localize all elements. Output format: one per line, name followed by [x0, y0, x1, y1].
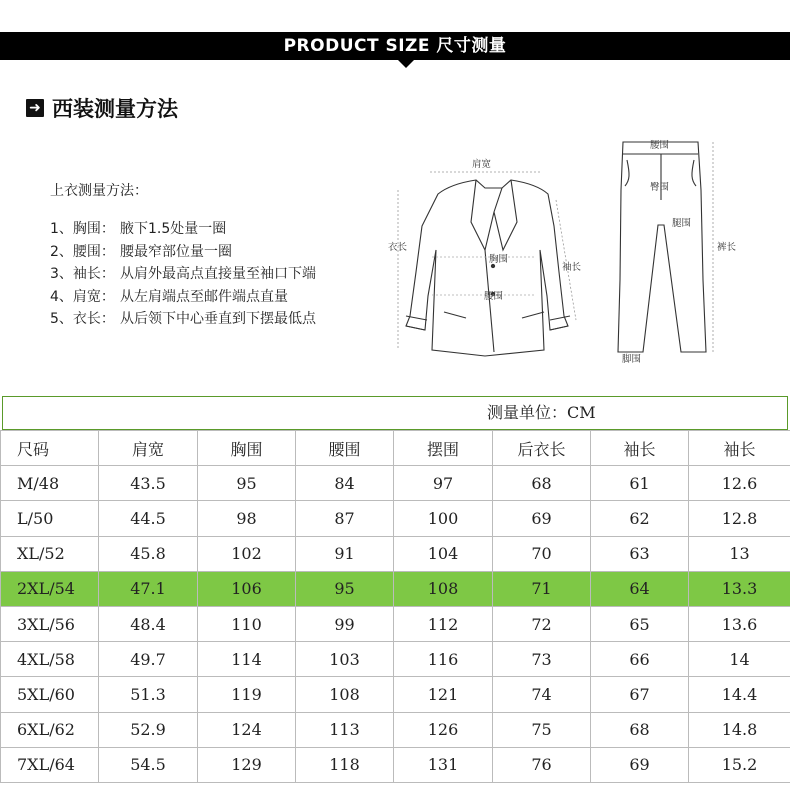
banner-notch — [398, 60, 414, 68]
table-cell: L/50 — [1, 501, 99, 536]
table-cell: 71 — [493, 571, 591, 606]
table-row — [1, 642, 790, 677]
table-row — [1, 571, 790, 606]
table-cell: 4XL/58 — [1, 642, 99, 677]
product-size-banner — [0, 32, 790, 60]
table-cell: 15.2 — [689, 747, 790, 782]
table-cell: 62 — [591, 501, 689, 536]
table-cell: 68 — [591, 712, 689, 747]
table-cell: 63 — [591, 536, 689, 571]
table-cell: 100 — [394, 501, 493, 536]
table-cell: 118 — [296, 747, 394, 782]
table-cell: 12.6 — [689, 466, 790, 501]
table-row — [1, 712, 790, 747]
table-cell: 99 — [296, 606, 394, 641]
table-cell: 110 — [198, 606, 296, 641]
pants-label-waist: 腰围 — [650, 140, 670, 151]
table-cell: 49.7 — [99, 642, 198, 677]
size-table — [0, 430, 790, 783]
instruction-item — [50, 218, 316, 241]
table-cell: 45.8 — [99, 536, 198, 571]
table-cell: 66 — [591, 642, 689, 677]
jacket-label-length: 衣长 — [388, 242, 408, 253]
table-row — [1, 466, 790, 501]
arrow-right-icon: ➜ — [26, 99, 44, 117]
jacket-illustration — [398, 172, 576, 356]
pants-label-hem: 脚围 — [622, 354, 642, 365]
pants-label-thigh: 腿围 — [672, 218, 692, 229]
instruction-text: 腋下1.5处量一圈 — [120, 221, 227, 237]
table-cell: 126 — [394, 712, 493, 747]
table-cell: 61 — [591, 466, 689, 501]
table-cell: 91 — [296, 536, 394, 571]
pants-label-length: 裤长 — [717, 242, 737, 253]
table-cell: 108 — [394, 571, 493, 606]
table-cell: 72 — [493, 606, 591, 641]
table-cell: 48.4 — [99, 606, 198, 641]
instruction-text: 从肩外最高点直接量至袖口下端 — [120, 266, 316, 282]
table-cell: 73 — [493, 642, 591, 677]
table-cell: 13 — [689, 536, 790, 571]
jacket-label-shoulder: 肩宽 — [472, 159, 492, 170]
table-row — [1, 606, 790, 641]
table-cell: 52.9 — [99, 712, 198, 747]
table-cell: 124 — [198, 712, 296, 747]
header-back-length: 后衣长 — [493, 431, 591, 466]
table-cell: 131 — [394, 747, 493, 782]
table-row — [1, 536, 790, 571]
instruction-label: 3、袖长： — [50, 266, 115, 282]
instruction-item — [50, 241, 316, 264]
table-cell: 54.5 — [99, 747, 198, 782]
table-cell: 104 — [394, 536, 493, 571]
header-hem: 摆围 — [394, 431, 493, 466]
table-cell: 65 — [591, 606, 689, 641]
pants-illustration — [618, 142, 713, 352]
measurement-instructions — [50, 180, 316, 331]
header-size: 尺码 — [1, 431, 99, 466]
pants-label-hip: 臀围 — [650, 182, 670, 193]
table-cell: 44.5 — [99, 501, 198, 536]
instruction-label: 4、肩宽： — [50, 288, 115, 305]
table-cell: 97 — [394, 466, 493, 501]
table-cell: 121 — [394, 677, 493, 712]
table-cell: 106 — [198, 571, 296, 606]
table-cell: 95 — [296, 571, 394, 606]
table-cell: 67 — [591, 677, 689, 712]
instruction-label: 1、胸围： — [50, 221, 115, 237]
instruction-item — [50, 308, 316, 331]
instruction-text: 从左肩端点至邮件端点直量 — [120, 288, 288, 305]
header-shoulder: 肩宽 — [99, 431, 198, 466]
table-cell: 64 — [591, 571, 689, 606]
table-cell: 116 — [394, 642, 493, 677]
header-sleeve-2: 袖长 — [689, 431, 790, 466]
table-header-row — [1, 431, 790, 466]
section-heading — [26, 94, 178, 122]
table-cell: 5XL/60 — [1, 677, 99, 712]
measurement-illustrations — [368, 130, 788, 370]
table-cell: 7XL/64 — [1, 747, 99, 782]
table-cell: 75 — [493, 712, 591, 747]
instruction-text: 腰最窄部位量一圈 — [120, 243, 232, 260]
table-cell: 12.8 — [689, 501, 790, 536]
table-cell: 70 — [493, 536, 591, 571]
table-cell: 114 — [198, 642, 296, 677]
table-cell: 13.3 — [689, 571, 790, 606]
heading-text: 西装测量方法 — [52, 97, 178, 121]
header-sleeve: 袖长 — [591, 431, 689, 466]
instruction-text: 从后领下中心垂直到下摆最低点 — [120, 311, 316, 327]
table-cell: 14.8 — [689, 712, 790, 747]
table-cell: 3XL/56 — [1, 606, 99, 641]
table-cell: 98 — [198, 501, 296, 536]
table-cell: 108 — [296, 677, 394, 712]
unit-text: 测量单位：CM — [487, 403, 596, 422]
table-cell: M/48 — [1, 466, 99, 501]
table-cell: 47.1 — [99, 571, 198, 606]
table-cell: 84 — [296, 466, 394, 501]
table-cell: XL/52 — [1, 536, 99, 571]
table-cell: 43.5 — [99, 466, 198, 501]
table-cell: 95 — [198, 466, 296, 501]
jacket-label-sleeve: 袖长 — [562, 262, 582, 273]
table-cell: 2XL/54 — [1, 571, 99, 606]
table-cell: 51.3 — [99, 677, 198, 712]
table-cell: 119 — [198, 677, 296, 712]
banner-title: PRODUCT SIZE 尺寸测量 — [283, 36, 507, 56]
jacket-label-waist: 腰围 — [484, 291, 504, 302]
table-cell: 113 — [296, 712, 394, 747]
instruction-label: 2、腰围： — [50, 243, 115, 260]
table-cell: 103 — [296, 642, 394, 677]
table-cell: 13.6 — [689, 606, 790, 641]
jacket-label-chest: 胸围 — [489, 254, 509, 265]
instruction-label: 5、衣长： — [50, 311, 115, 327]
table-row — [1, 747, 790, 782]
instruction-item — [50, 263, 316, 286]
table-cell: 14.4 — [689, 677, 790, 712]
table-cell: 69 — [493, 501, 591, 536]
table-cell: 69 — [591, 747, 689, 782]
table-row — [1, 677, 790, 712]
table-cell: 6XL/62 — [1, 712, 99, 747]
table-cell: 76 — [493, 747, 591, 782]
header-chest: 胸围 — [198, 431, 296, 466]
header-waist: 腰围 — [296, 431, 394, 466]
table-cell: 87 — [296, 501, 394, 536]
table-row — [1, 501, 790, 536]
table-cell: 14 — [689, 642, 790, 677]
unit-row — [2, 396, 788, 430]
table-cell: 102 — [198, 536, 296, 571]
table-cell: 112 — [394, 606, 493, 641]
instruction-item — [50, 286, 316, 309]
table-cell: 74 — [493, 677, 591, 712]
instructions-title: 上衣测量方法： — [50, 183, 148, 199]
table-cell: 129 — [198, 747, 296, 782]
table-cell: 68 — [493, 466, 591, 501]
